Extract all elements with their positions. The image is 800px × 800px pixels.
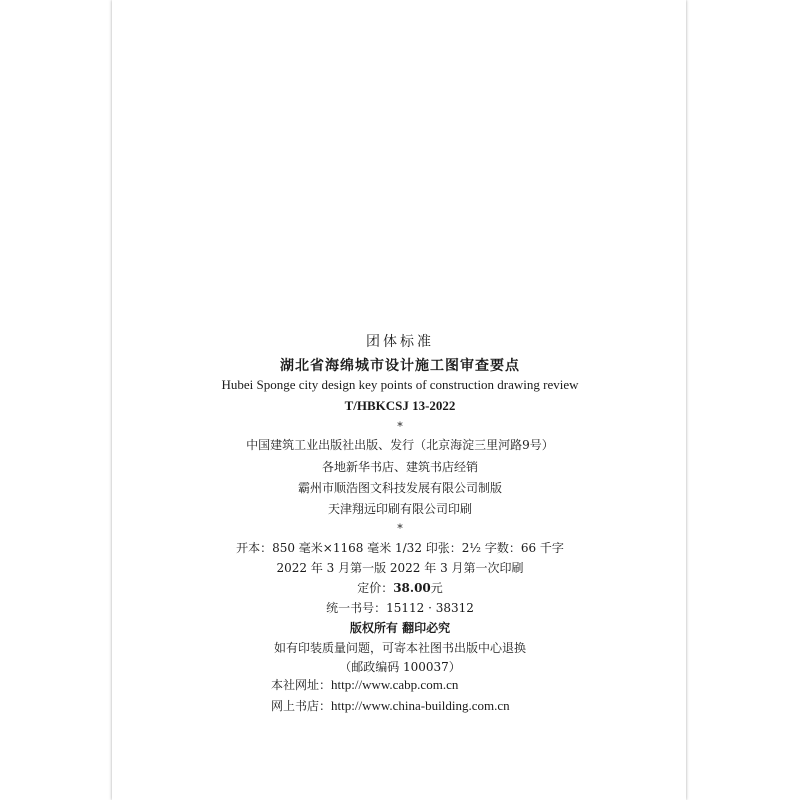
separator-star-1: * (397, 420, 403, 433)
price-line (0, 579, 800, 596)
title-chinese: 湖北省海绵城市设计施工图审查要点 (280, 358, 520, 374)
online-store-url[interactable]: http://www.china-building.com.cn (331, 698, 510, 713)
distributor-line: 各地新华书店、建筑书店经销 (321, 460, 478, 474)
price-unit: 元 (430, 581, 443, 595)
website-label: 本社网址： (271, 678, 332, 692)
separator-star-2: * (397, 522, 403, 535)
website-line (271, 676, 458, 693)
printer-line: 天津翔远印刷有限公司印刷 (327, 502, 472, 516)
website-url[interactable]: http://www.cabp.com.cn (331, 677, 459, 692)
return-notice: 如有印装质量问题，可寄本社图书出版中心退换 (273, 641, 526, 655)
price-value: 38.00 (393, 581, 431, 595)
format-line: 开本：850 毫米×1168 毫米 1/32 印张：2½ 字数：66 千字 (236, 541, 564, 555)
online-store-line (271, 697, 510, 714)
standard-category: 团体标准 (366, 334, 434, 350)
plate-maker-line: 霸州市顺浩图文科技发展有限公司制版 (297, 481, 502, 495)
publisher-line: 中国建筑工业出版社出版、发行（北京海淀三里河路9号） (246, 438, 554, 452)
price-label: 定价： (357, 581, 394, 595)
title-english: Hubei Sponge city design key points of construction drawing review (221, 377, 579, 392)
postcode-line: （邮政编码 100037） (339, 660, 461, 674)
isbn-line: 统一书号：15112 · 38312 (326, 601, 474, 615)
standard-code: T/HBKCSJ 13-2022 (344, 398, 456, 413)
online-store-label: 网上书店： (271, 699, 332, 713)
copyright-line: 版权所有 翻印必究 (349, 621, 451, 635)
edition-line: 2022 年 3 月第一版 2022 年 3 月第一次印刷 (276, 561, 524, 575)
